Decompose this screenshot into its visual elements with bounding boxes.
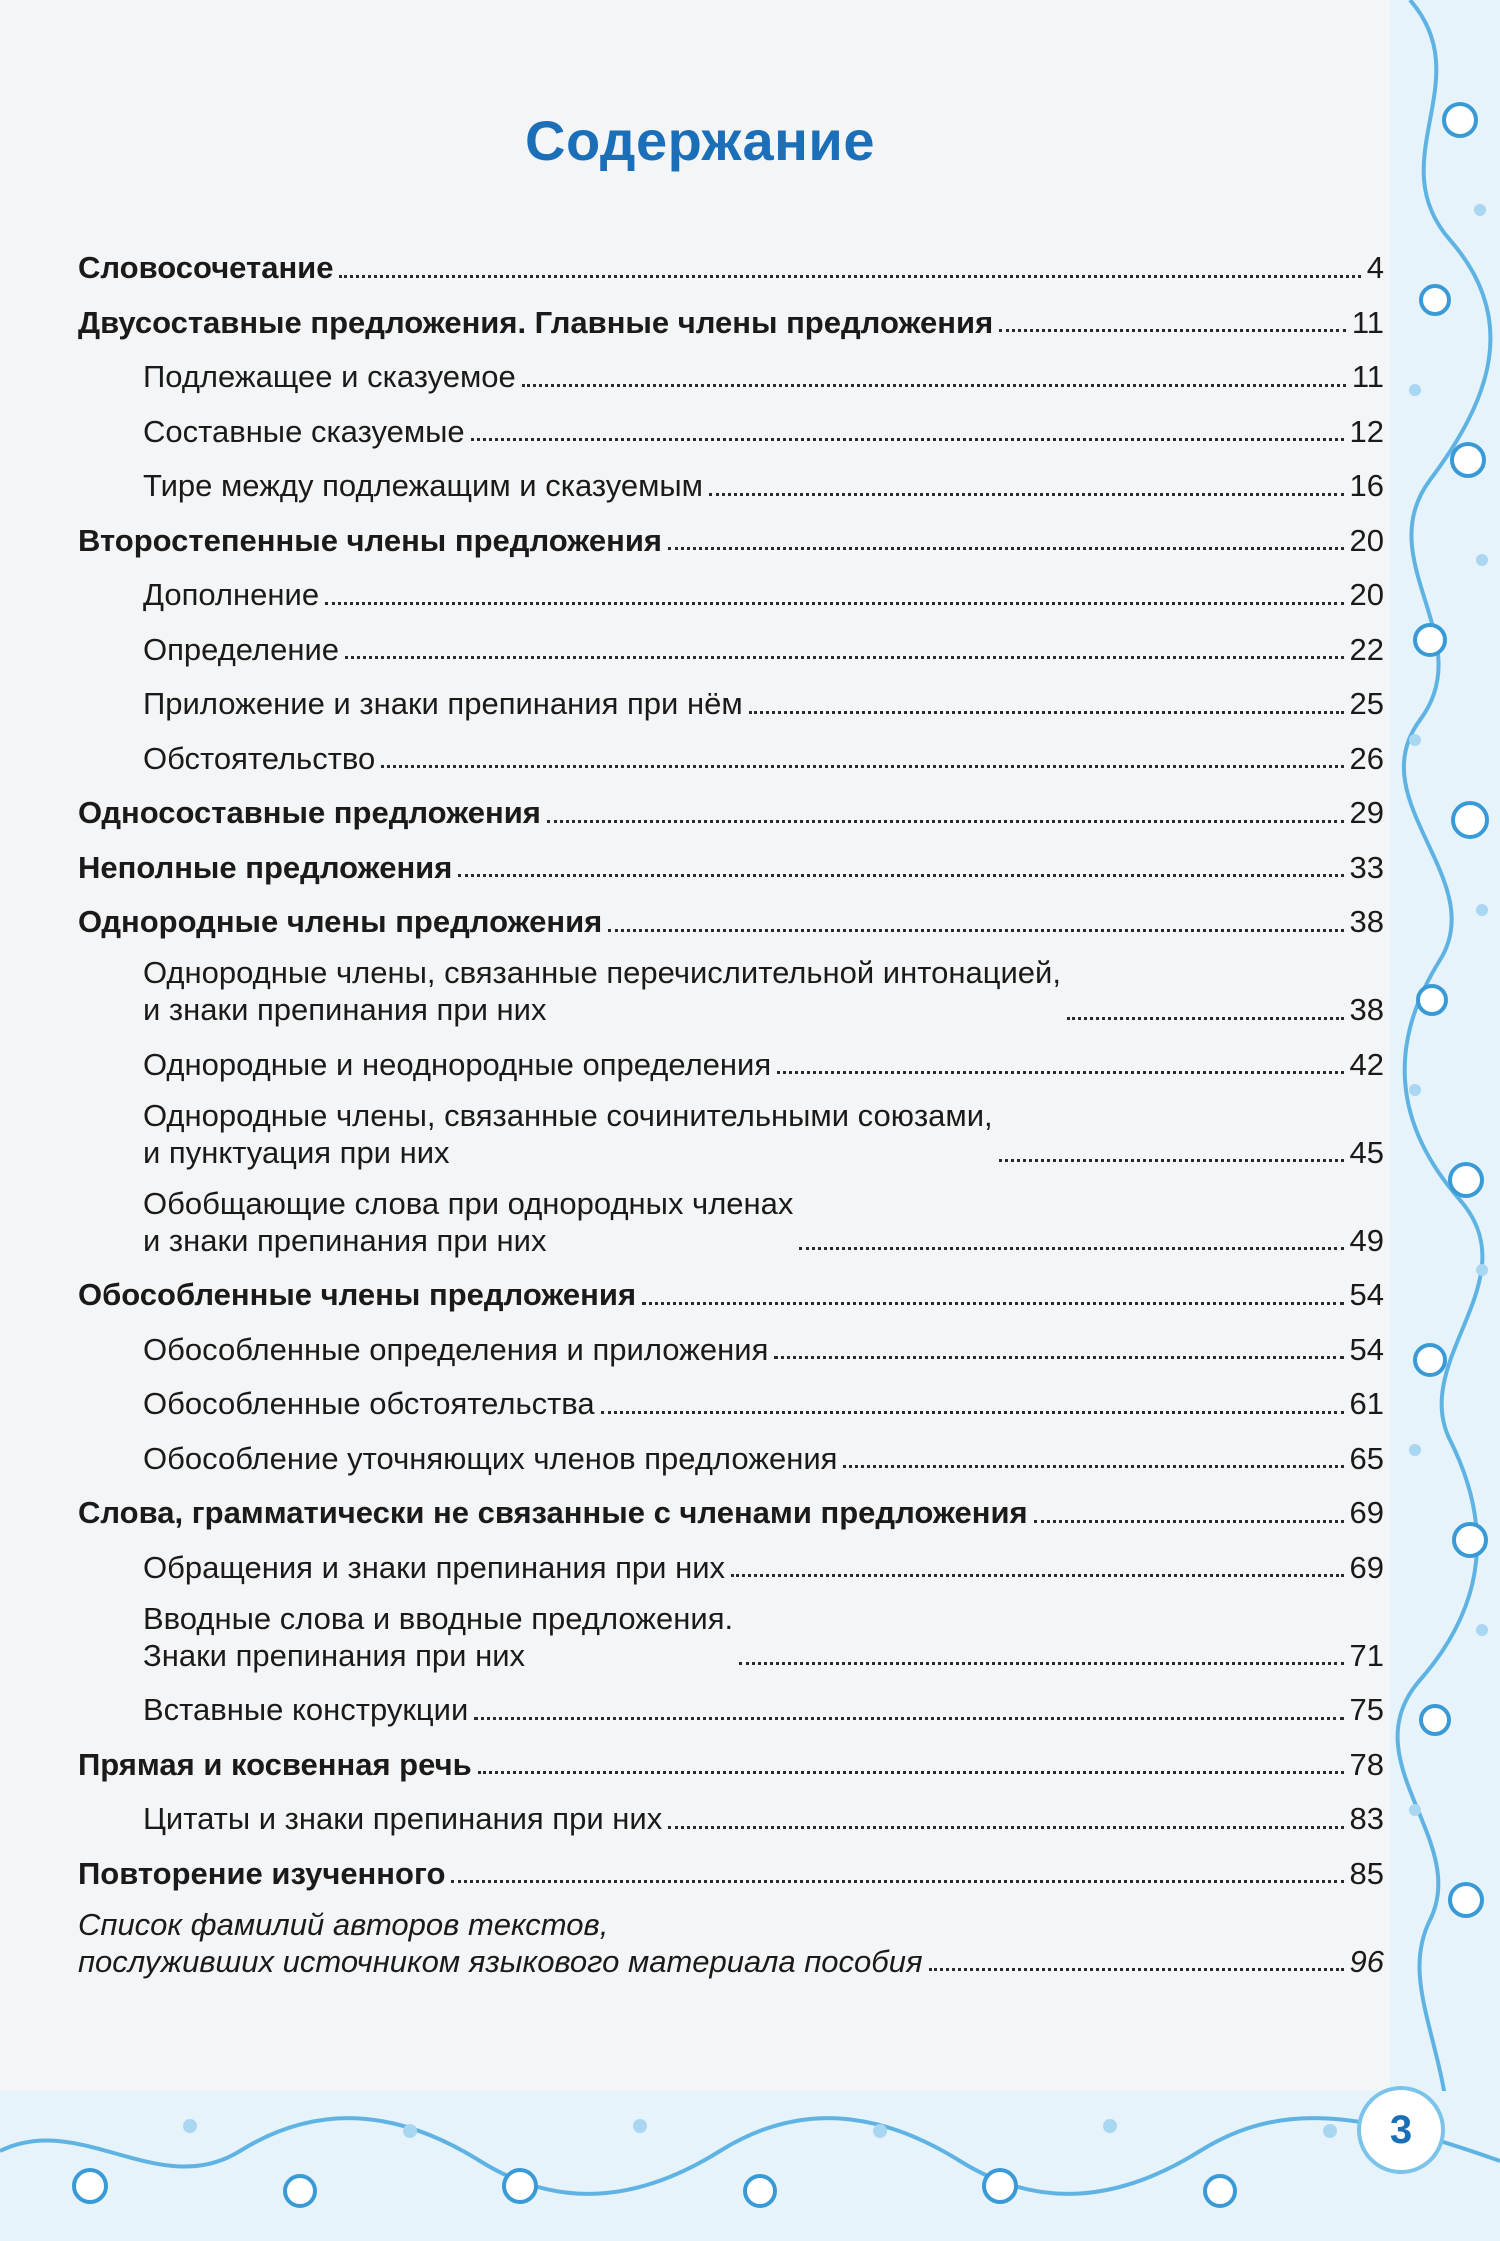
toc-entry-line: послуживших источником языкового материала пособия <box>78 1943 923 1979</box>
toc-entry-label <box>78 249 333 286</box>
toc-page-number: 20 <box>1349 522 1384 558</box>
dot-leader <box>777 1071 1343 1074</box>
toc-entry-line: Однородные и неоднородные определения <box>143 1046 772 1082</box>
dot-leader <box>668 547 1344 550</box>
toc-entry-line: Определение <box>143 631 340 667</box>
toc-entry <box>78 1029 1384 1084</box>
toc-entry-line: Список фамилий авторов текстов, <box>78 1906 609 1942</box>
toc-entry-line: Слова, грамматически не связанные с членами предложения <box>78 1495 1028 1531</box>
toc-entry-line: Вставные конструкции <box>143 1692 469 1728</box>
toc-entry-line: Обособленные члены предложения <box>78 1277 637 1313</box>
toc-page-number: 38 <box>1349 904 1384 940</box>
toc-entry <box>78 614 1384 669</box>
toc-page-number: 22 <box>1349 631 1384 667</box>
dot-leader <box>642 1302 1343 1305</box>
dot-leader <box>522 384 1346 387</box>
dot-leader <box>731 1574 1343 1577</box>
toc-entry-line: Прямая и косвенная речь <box>78 1746 472 1782</box>
dot-leader <box>999 329 1346 332</box>
dot-leader <box>749 711 1344 714</box>
toc-entry-label <box>143 740 375 777</box>
toc-entry <box>78 1783 1384 1838</box>
toc-page-number: 85 <box>1349 1855 1384 1891</box>
dot-leader <box>774 1356 1343 1359</box>
dot-leader <box>929 1968 1344 1971</box>
toc-entry-label <box>78 1746 472 1783</box>
toc-entry <box>78 232 1384 287</box>
toc-entry-line: Однородные члены, связанные сочинительными союзами, <box>143 1097 993 1133</box>
toc-entry-label <box>143 1600 733 1674</box>
dot-leader <box>325 602 1343 605</box>
toc-entry-label <box>143 1549 725 1586</box>
toc-entry-label <box>143 467 703 504</box>
toc-entry-label <box>143 631 339 668</box>
page-number-badge: 3 <box>1357 2086 1445 2174</box>
toc-entry-label <box>78 1855 445 1892</box>
toc-entry <box>78 832 1384 887</box>
toc-page-number: 26 <box>1349 740 1384 776</box>
dot-leader <box>601 1411 1344 1414</box>
toc-page-number: 54 <box>1349 1277 1384 1313</box>
toc-page-number: 61 <box>1349 1386 1384 1422</box>
toc-page-number: 38 <box>1349 992 1384 1028</box>
toc-entry-line: Односоставные предложения <box>78 795 541 831</box>
toc-entry-label <box>143 358 516 395</box>
swirl-ornament-bottom <box>0 2091 1500 2241</box>
toc-entry-label <box>143 1046 771 1083</box>
toc-entry-line: Однородные члены предложения <box>78 904 603 940</box>
toc-page-number: 11 <box>1351 359 1384 395</box>
toc-entry <box>78 450 1384 505</box>
toc-entry-label <box>143 1097 993 1171</box>
toc-page-number: 20 <box>1349 577 1384 613</box>
toc-entry-label <box>78 1494 1028 1531</box>
dot-leader <box>474 1717 1343 1720</box>
toc-entry-label <box>143 413 465 450</box>
toc-entry-line: Словосочетание <box>78 250 334 286</box>
toc-entry-line: и знаки препинания при них <box>143 992 547 1028</box>
toc-entry-line: Обобщающие слова при однородных членах <box>143 1185 794 1221</box>
toc-entry-line: Обстоятельство <box>143 740 376 776</box>
toc-entry <box>78 1083 1384 1171</box>
toc-page-number: 12 <box>1349 413 1384 449</box>
toc-entry <box>78 1674 1384 1729</box>
toc-entry-label <box>143 576 319 613</box>
toc-entry <box>78 777 1384 832</box>
toc-page-number: 69 <box>1349 1495 1384 1531</box>
toc-page-number: 65 <box>1349 1440 1384 1476</box>
toc-entry-label <box>143 1800 662 1837</box>
toc-entry-line: Подлежащее и сказуемое <box>143 359 516 395</box>
toc-page-number: 54 <box>1349 1331 1384 1367</box>
dot-leader <box>451 1880 1343 1883</box>
toc-page-number: 4 <box>1366 250 1384 286</box>
toc-entry-line: Обособленные определения и приложения <box>143 1331 769 1367</box>
toc-entry-line: Приложение и знаки препинания при нём <box>143 686 743 722</box>
dot-leader <box>739 1662 1343 1665</box>
toc-page-number: 49 <box>1349 1222 1384 1258</box>
dot-leader <box>345 656 1344 659</box>
toc-entry-label <box>143 1385 595 1422</box>
toc-entry-line: Знаки препинания при них <box>143 1637 526 1673</box>
toc-page-number: 25 <box>1349 686 1384 722</box>
toc-entry-line: Дополнение <box>143 577 320 613</box>
toc-entry-line: Обособление уточняющих членов предложения <box>143 1440 838 1476</box>
toc-entry-line: и пунктуация при них <box>143 1134 450 1170</box>
toc-entry-label <box>78 1276 636 1313</box>
toc-entry <box>78 668 1384 723</box>
toc-entry-label <box>143 954 1061 1028</box>
toc-entry <box>78 559 1384 614</box>
toc-entry <box>78 1423 1384 1478</box>
toc-entry <box>78 1729 1384 1784</box>
dot-leader <box>843 1465 1343 1468</box>
toc-entry-line: Вводные слова и вводные предложения. <box>143 1600 734 1636</box>
toc-entry <box>78 341 1384 396</box>
toc-entry-label <box>143 1691 468 1728</box>
dot-leader <box>547 820 1344 823</box>
toc-page-number: 78 <box>1349 1746 1384 1782</box>
toc-page-number: 69 <box>1349 1549 1384 1585</box>
dot-leader <box>478 1771 1344 1774</box>
toc-entry-label <box>143 1440 837 1477</box>
dot-leader <box>471 438 1344 441</box>
dot-leader <box>709 493 1344 496</box>
toc-entry-label <box>143 1331 768 1368</box>
toc-entry <box>78 1368 1384 1423</box>
toc-page-number: 16 <box>1349 468 1384 504</box>
toc-entry-line: Однородные члены, связанные перечислительной интонацией, <box>143 955 1061 991</box>
toc-entry-label <box>78 849 452 886</box>
toc-page-number: 42 <box>1349 1046 1384 1082</box>
toc-entry-line: Цитаты и знаки препинания при них <box>143 1801 663 1837</box>
dot-leader <box>1034 1520 1344 1523</box>
toc-entry <box>78 1532 1384 1587</box>
dot-leader <box>458 874 1343 877</box>
toc-page-number: 29 <box>1349 795 1384 831</box>
toc-entry-label <box>143 685 743 722</box>
dot-leader <box>799 1247 1343 1250</box>
toc-entry <box>78 723 1384 778</box>
dot-leader <box>999 1159 1344 1162</box>
toc-page-number: 33 <box>1349 849 1384 885</box>
toc-entry <box>78 886 1384 941</box>
toc-entry-label <box>143 1185 793 1259</box>
toc-entry-label <box>78 903 602 940</box>
toc-entry-line: Двусоставные предложения. Главные члены предложения <box>78 304 994 340</box>
toc-entry-label <box>78 522 662 559</box>
toc-entry-line: Повторение изученного <box>78 1855 446 1891</box>
toc-entry-label <box>78 304 993 341</box>
toc-entry <box>78 396 1384 451</box>
dot-leader <box>339 275 1360 278</box>
toc-entry <box>78 1259 1384 1314</box>
toc-page-number: 45 <box>1349 1134 1384 1170</box>
toc-entry <box>78 1838 1384 1893</box>
dot-leader <box>668 1826 1343 1829</box>
toc-entry <box>78 1586 1384 1674</box>
toc-entry-line: Неполные предложения <box>78 849 453 885</box>
toc-entry <box>78 1892 1384 1980</box>
toc-entry-line: Тире между подлежащим и сказуемым <box>143 468 703 504</box>
dot-leader <box>381 765 1343 768</box>
toc-entry <box>78 1171 1384 1259</box>
toc-page-number: 96 <box>1349 1943 1384 1979</box>
toc-page-number: 75 <box>1349 1692 1384 1728</box>
dot-leader <box>608 929 1343 932</box>
toc-entry-label <box>78 794 541 831</box>
toc-entry-line: Составные сказуемые <box>143 413 465 449</box>
toc-entry-line: Обособленные обстоятельства <box>143 1386 595 1422</box>
table-of-contents <box>78 232 1384 1980</box>
page-title: Содержание <box>525 109 875 172</box>
toc-page-number: 71 <box>1349 1637 1384 1673</box>
toc-entry <box>78 941 1384 1029</box>
toc-entry <box>78 1314 1384 1369</box>
toc-entry-line: и знаки препинания при них <box>143 1222 547 1258</box>
toc-entry-label <box>78 1906 923 1980</box>
swirl-ornament-right <box>1390 0 1500 2241</box>
dot-leader <box>1067 1017 1344 1020</box>
toc-page-number: 11 <box>1351 304 1384 340</box>
toc-entry <box>78 287 1384 342</box>
toc-entry <box>78 505 1384 560</box>
toc-entry-line: Обращения и знаки препинания при них <box>143 1549 726 1585</box>
toc-page-number: 83 <box>1349 1801 1384 1837</box>
toc-entry-line: Второстепенные члены предложения <box>78 522 662 558</box>
toc-entry <box>78 1477 1384 1532</box>
